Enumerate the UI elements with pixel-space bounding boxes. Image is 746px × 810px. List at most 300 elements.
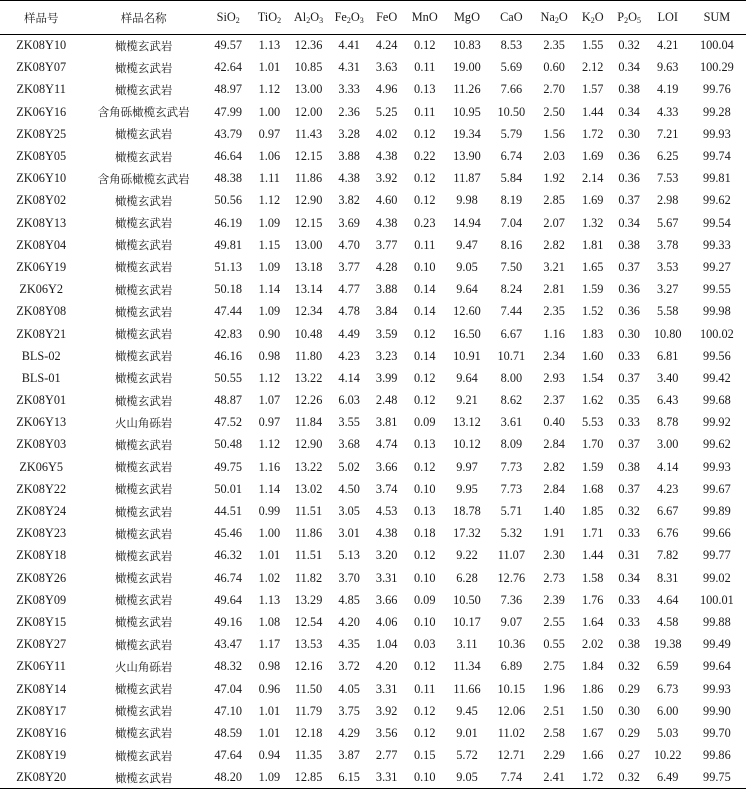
value-cell: 11.80 xyxy=(294,348,323,363)
table-row xyxy=(0,700,746,722)
value-cell: 2.36 xyxy=(338,104,360,119)
value-cell: 0.34 xyxy=(618,104,640,119)
sample-name-cell: 橄榄玄武岩 xyxy=(114,682,173,697)
value-cell: 48.32 xyxy=(214,659,243,674)
value-cell: 8.19 xyxy=(500,193,523,208)
value-cell: 8.31 xyxy=(656,570,679,585)
value-cell: 6.49 xyxy=(648,767,688,789)
value-cell: 13.22 xyxy=(294,459,323,474)
value-cell: 8.24 xyxy=(500,282,523,297)
value-cell: 2.48 xyxy=(375,393,398,408)
value-cell: 2.98 xyxy=(656,193,679,208)
value-cell: 9.22 xyxy=(456,548,478,563)
sample-name-cell: 橄榄玄武岩 xyxy=(114,82,173,97)
value-cell: 6.03 xyxy=(338,393,360,408)
value-cell: 1.58 xyxy=(581,570,604,585)
value-cell: 6.67 xyxy=(656,504,679,519)
value-cell: 10.83 xyxy=(453,38,481,53)
value-cell: 99.93 xyxy=(703,681,731,696)
value-cell: 4.23 xyxy=(338,348,360,363)
value-cell: 99.28 xyxy=(703,104,731,119)
column-header-feo: FeO xyxy=(369,1,405,35)
column-header-fe2o3: $Fe_2O_3$ xyxy=(330,1,369,35)
value-cell: 99.54 xyxy=(703,215,731,230)
value-cell: 5.58 xyxy=(656,304,679,319)
value-cell: 6.74 xyxy=(500,149,523,164)
value-cell: 13.00 xyxy=(294,237,323,252)
value-cell: 10.22 xyxy=(653,748,682,763)
value-cell: 7.82 xyxy=(656,548,679,563)
value-cell: 47.99 xyxy=(214,104,243,119)
value-cell: 4.96 xyxy=(375,82,398,97)
value-cell: 1.09 xyxy=(251,767,287,789)
value-cell: 5.79 xyxy=(500,126,523,141)
sample-name-cell: 橄榄玄武岩 xyxy=(114,615,173,630)
value-cell: 4.23 xyxy=(656,481,679,496)
value-cell: 7.66 xyxy=(500,82,523,97)
table-row xyxy=(0,412,746,434)
value-cell: 2.82 xyxy=(543,459,565,474)
value-cell: 0.36 xyxy=(618,304,640,319)
value-cell: 3.31 xyxy=(369,767,405,789)
value-cell: 47.44 xyxy=(214,304,243,319)
sample-id-cell: ZK08Y03 xyxy=(16,437,67,452)
value-cell: 19.00 xyxy=(453,60,481,75)
table-row xyxy=(0,722,746,744)
value-cell: 4.38 xyxy=(338,171,360,186)
value-cell: 0.98 xyxy=(258,659,281,674)
sample-name-cell: 橄榄玄武岩 xyxy=(114,704,173,719)
value-cell: 0.99 xyxy=(258,504,281,519)
value-cell: 16.50 xyxy=(453,326,481,341)
value-cell: 3.68 xyxy=(338,437,360,452)
value-cell: 50.01 xyxy=(214,481,243,496)
value-cell: 8.09 xyxy=(500,437,523,452)
sample-id-cell: ZK06Y11 xyxy=(16,659,66,674)
value-cell: 1.50 xyxy=(581,703,604,718)
value-cell: 1.16 xyxy=(543,326,565,341)
value-cell: 1.96 xyxy=(543,681,565,696)
value-cell: 6.76 xyxy=(656,526,679,541)
value-cell: 10.15 xyxy=(497,681,526,696)
column-header-mno: MnO xyxy=(405,1,445,35)
value-cell: 0.37 xyxy=(618,481,640,496)
value-cell: 4.31 xyxy=(338,60,360,75)
sample-id-cell: ZK06Y2 xyxy=(19,282,64,297)
value-cell: 4.77 xyxy=(338,282,360,297)
value-cell: 99.86 xyxy=(703,748,731,763)
value-cell: 99.75 xyxy=(688,767,746,789)
value-cell: 1.64 xyxy=(581,614,604,629)
table-row xyxy=(0,367,746,389)
value-cell: 11.34 xyxy=(453,659,481,674)
value-cell: 2.58 xyxy=(543,725,565,740)
table-row xyxy=(0,323,746,345)
table-row xyxy=(0,79,746,101)
value-cell: 0.38 xyxy=(618,637,640,652)
sample-name-cell: 橄榄玄武岩 xyxy=(114,393,173,408)
value-cell: 3.88 xyxy=(375,282,398,297)
value-cell: 12.15 xyxy=(294,149,323,164)
value-cell: 3.88 xyxy=(338,149,360,164)
value-cell: 11.86 xyxy=(294,526,323,541)
value-cell: 5.71 xyxy=(500,504,523,519)
value-cell: 1.56 xyxy=(543,126,565,141)
value-cell: 12.34 xyxy=(294,304,323,319)
table-row xyxy=(0,212,746,234)
value-cell: 100.04 xyxy=(699,38,734,53)
value-cell: 49.16 xyxy=(214,614,243,629)
value-cell: 1.00 xyxy=(258,104,281,119)
value-cell: 12.16 xyxy=(294,659,323,674)
value-cell: 2.02 xyxy=(581,637,604,652)
value-cell: 99.68 xyxy=(703,393,731,408)
value-cell: 3.78 xyxy=(656,237,679,252)
value-cell: 1.81 xyxy=(581,237,604,252)
value-cell: 3.74 xyxy=(375,481,398,496)
value-cell: 2.70 xyxy=(543,82,565,97)
value-cell: 2.30 xyxy=(543,548,565,563)
sample-id-cell: BLS-01 xyxy=(21,370,61,385)
value-cell: 17.32 xyxy=(453,526,481,541)
value-cell: 4.74 xyxy=(375,437,398,452)
value-cell: 0.12 xyxy=(413,126,436,141)
table-row xyxy=(0,101,746,123)
value-cell: 2.77 xyxy=(375,748,398,763)
value-cell: 3.31 xyxy=(375,681,398,696)
value-cell: 11.82 xyxy=(294,570,323,585)
value-cell: 2.03 xyxy=(543,149,565,164)
value-cell: 7.73 xyxy=(500,481,523,496)
value-cell: 3.84 xyxy=(375,304,398,319)
value-cell: 11.02 xyxy=(497,725,525,740)
value-cell: 50.56 xyxy=(214,193,243,208)
value-cell: 6.15 xyxy=(330,767,369,789)
value-cell: 0.32 xyxy=(618,504,640,519)
value-cell: 4.38 xyxy=(375,526,398,541)
value-cell: 13.00 xyxy=(294,82,323,97)
value-cell: 13.22 xyxy=(294,370,323,385)
value-cell: 8.16 xyxy=(500,237,523,252)
table-row xyxy=(0,123,746,145)
value-cell: 0.90 xyxy=(258,326,281,341)
value-cell: 11.86 xyxy=(294,171,323,186)
table-row xyxy=(0,345,746,367)
value-cell: 1.09 xyxy=(258,215,281,230)
sample-id-cell: ZK08Y04 xyxy=(16,237,67,252)
value-cell: 11.51 xyxy=(294,548,323,563)
value-cell: 0.12 xyxy=(413,193,436,208)
value-cell: 2.34 xyxy=(543,348,565,363)
sample-id-cell: ZK08Y15 xyxy=(16,614,67,629)
value-cell: 1.62 xyxy=(581,393,604,408)
value-cell: 4.05 xyxy=(338,681,360,696)
value-cell: 0.97 xyxy=(258,126,281,141)
value-cell: 9.63 xyxy=(656,60,679,75)
value-cell: 3.59 xyxy=(375,326,398,341)
value-cell: 0.37 xyxy=(618,437,640,452)
value-cell: 1.13 xyxy=(258,592,281,607)
value-cell: 4.14 xyxy=(338,370,360,385)
value-cell: 11.07 xyxy=(497,548,525,563)
value-cell: 0.10 xyxy=(405,767,445,789)
value-cell: 49.81 xyxy=(214,237,243,252)
value-cell: 1.68 xyxy=(581,481,604,496)
sample-name-cell: 橄榄玄武岩 xyxy=(114,482,173,497)
value-cell: 2.55 xyxy=(543,614,565,629)
value-cell: 6.43 xyxy=(656,393,679,408)
value-cell: 4.49 xyxy=(338,326,360,341)
value-cell: 4.78 xyxy=(338,304,360,319)
value-cell: 7.74 xyxy=(489,767,533,789)
value-cell: 3.40 xyxy=(656,370,679,385)
value-cell: 99.76 xyxy=(703,82,731,97)
value-cell: 0.35 xyxy=(618,393,640,408)
value-cell: 1.55 xyxy=(581,38,604,53)
sample-name-cell: 橄榄玄武岩 xyxy=(114,437,173,452)
value-cell: 0.38 xyxy=(618,237,640,252)
value-cell: 4.06 xyxy=(375,614,398,629)
value-cell: 1.01 xyxy=(258,725,281,740)
value-cell: 11.43 xyxy=(294,126,323,141)
value-cell: 4.50 xyxy=(338,481,360,496)
value-cell: 10.85 xyxy=(294,60,323,75)
value-cell: 2.84 xyxy=(543,437,565,452)
value-cell: 3.66 xyxy=(375,592,398,607)
value-cell: 99.98 xyxy=(703,304,731,319)
value-cell: 12.06 xyxy=(497,703,526,718)
value-cell: 4.41 xyxy=(338,38,360,53)
value-cell: 0.30 xyxy=(618,703,640,718)
value-cell: 1.06 xyxy=(258,149,281,164)
table-row xyxy=(0,478,746,500)
value-cell: 4.64 xyxy=(656,592,679,607)
value-cell: 99.90 xyxy=(703,703,731,718)
value-cell: 5.53 xyxy=(581,415,604,430)
value-cell: 12.76 xyxy=(497,570,526,585)
value-cell: 1.52 xyxy=(581,304,604,319)
value-cell: 7.36 xyxy=(500,592,523,607)
value-cell: 0.12 xyxy=(413,393,436,408)
table-row xyxy=(0,523,746,545)
value-cell: 1.69 xyxy=(581,193,604,208)
value-cell: 11.51 xyxy=(294,504,323,519)
value-cell: 1.83 xyxy=(581,326,604,341)
value-cell: 0.37 xyxy=(618,259,640,274)
value-cell: 8.00 xyxy=(500,370,523,385)
value-cell: 4.29 xyxy=(338,725,360,740)
value-cell: 5.84 xyxy=(500,171,523,186)
value-cell: 0.33 xyxy=(618,592,640,607)
value-cell: 0.14 xyxy=(413,304,436,319)
value-cell: 0.14 xyxy=(413,282,436,297)
value-cell: 0.40 xyxy=(543,415,565,430)
value-cell: 99.62 xyxy=(703,437,731,452)
value-cell: 2.12 xyxy=(581,60,604,75)
value-cell: 0.12 xyxy=(413,38,436,53)
value-cell: 4.19 xyxy=(656,82,679,97)
value-cell: 2.07 xyxy=(543,215,565,230)
sample-id-cell: ZK08Y22 xyxy=(16,481,67,496)
value-cell: 2.93 xyxy=(543,370,565,385)
value-cell: 5.32 xyxy=(500,526,523,541)
value-cell: 1.12 xyxy=(258,193,281,208)
table-row xyxy=(0,301,746,323)
value-cell: 5.13 xyxy=(338,548,360,563)
value-cell: 0.09 xyxy=(413,415,436,430)
value-cell: 3.75 xyxy=(338,703,360,718)
value-cell: 4.14 xyxy=(656,459,679,474)
sample-id-cell: ZK08Y08 xyxy=(16,304,67,319)
value-cell: 99.27 xyxy=(703,259,731,274)
sample-id-cell: ZK08Y27 xyxy=(16,637,67,652)
sample-name-cell: 橄榄玄武岩 xyxy=(114,460,173,475)
value-cell: 0.11 xyxy=(414,237,436,252)
value-cell: 7.50 xyxy=(500,259,523,274)
value-cell: 3.01 xyxy=(338,526,360,541)
value-cell: 3.05 xyxy=(338,504,360,519)
value-cell: 6.67 xyxy=(500,326,523,341)
value-cell: 99.81 xyxy=(703,171,731,186)
value-cell: 2.35 xyxy=(543,38,565,53)
sample-id-cell: ZK08Y11 xyxy=(16,82,66,97)
value-cell: 3.21 xyxy=(543,259,565,274)
value-cell: 0.13 xyxy=(413,504,436,519)
value-cell: 13.53 xyxy=(294,637,323,652)
sample-name-cell: 橄榄玄武岩 xyxy=(114,216,173,231)
value-cell: 12.85 xyxy=(287,767,329,789)
sample-name-cell: 橄榄玄武岩 xyxy=(114,593,173,608)
column-header-k2o: $K_2O$ xyxy=(575,1,611,35)
value-cell: 4.33 xyxy=(656,104,679,119)
value-cell: 4.70 xyxy=(338,237,360,252)
value-cell: 48.20 xyxy=(205,767,251,789)
value-cell: 49.64 xyxy=(214,592,243,607)
value-cell: 3.69 xyxy=(338,215,360,230)
value-cell: 0.33 xyxy=(618,415,640,430)
sample-name-cell: 橄榄玄武岩 xyxy=(114,504,173,519)
value-cell: 1.76 xyxy=(581,592,604,607)
sample-id-cell: ZK08Y16 xyxy=(16,725,67,740)
value-cell: 3.63 xyxy=(375,60,398,75)
value-cell: 99.42 xyxy=(703,370,731,385)
sample-id-cell: ZK08Y05 xyxy=(16,149,67,164)
value-cell: 99.64 xyxy=(703,659,731,674)
value-cell: 12.90 xyxy=(294,437,323,452)
value-cell: 0.32 xyxy=(618,38,640,53)
value-cell: 6.59 xyxy=(656,659,679,674)
table-row xyxy=(0,168,746,190)
value-cell: 4.21 xyxy=(656,38,679,53)
value-cell: 11.87 xyxy=(453,171,481,186)
sample-id-cell: ZK08Y25 xyxy=(16,126,67,141)
table-row xyxy=(0,390,746,412)
sample-name-cell: 橄榄玄武岩 xyxy=(114,637,173,652)
table-row xyxy=(0,545,746,567)
value-cell: 2.85 xyxy=(543,193,565,208)
value-cell: 100.29 xyxy=(699,60,734,75)
value-cell: 1.01 xyxy=(258,60,281,75)
header-row xyxy=(0,1,746,35)
value-cell: 99.88 xyxy=(703,614,731,629)
value-cell: 9.05 xyxy=(445,767,489,789)
value-cell: 2.81 xyxy=(543,282,565,297)
value-cell: 6.25 xyxy=(656,149,679,164)
value-cell: 0.11 xyxy=(414,60,436,75)
value-cell: 5.25 xyxy=(375,104,398,119)
sample-id-cell: ZK08Y14 xyxy=(16,681,67,696)
sample-id-cell: ZK06Y16 xyxy=(16,104,67,119)
value-cell: 51.13 xyxy=(214,259,243,274)
sample-id-cell: ZK08Y24 xyxy=(16,504,67,519)
value-cell: 0.36 xyxy=(618,149,640,164)
value-cell: 0.94 xyxy=(258,748,281,763)
column-header-sio2: SiO$_2$ xyxy=(205,1,251,35)
value-cell: 1.66 xyxy=(581,748,604,763)
value-cell: 46.19 xyxy=(214,215,243,230)
value-cell: 1.59 xyxy=(581,459,604,474)
value-cell: 1.11 xyxy=(258,171,280,186)
value-cell: 0.36 xyxy=(618,282,640,297)
value-cell: 1.12 xyxy=(258,437,281,452)
value-cell: 4.53 xyxy=(375,504,398,519)
value-cell: 6.73 xyxy=(656,681,679,696)
value-cell: 5.03 xyxy=(656,725,679,740)
value-cell: 12.71 xyxy=(497,748,526,763)
value-cell: 99.56 xyxy=(703,348,731,363)
value-cell: 3.77 xyxy=(375,237,398,252)
table-row xyxy=(0,190,746,212)
value-cell: 50.18 xyxy=(214,282,243,297)
column-header-sample: 样品号 xyxy=(0,1,82,35)
value-cell: 3.55 xyxy=(338,415,360,430)
value-cell: 3.61 xyxy=(500,415,523,430)
value-cell: 10.95 xyxy=(453,104,481,119)
value-cell: 99.89 xyxy=(703,504,731,519)
value-cell: 10.17 xyxy=(453,614,481,629)
value-cell: 0.23 xyxy=(413,215,436,230)
value-cell: 3.27 xyxy=(656,282,679,297)
value-cell: 4.38 xyxy=(375,149,398,164)
value-cell: 7.21 xyxy=(656,126,679,141)
table-row xyxy=(0,256,746,278)
value-cell: 10.12 xyxy=(453,437,481,452)
value-cell: 13.18 xyxy=(294,259,323,274)
value-cell: 1.09 xyxy=(258,259,281,274)
value-cell: 0.12 xyxy=(413,725,436,740)
value-cell: 50.55 xyxy=(214,370,243,385)
value-cell: 3.99 xyxy=(375,370,398,385)
sample-name-cell: 橄榄玄武岩 xyxy=(114,327,173,342)
value-cell: 2.84 xyxy=(543,481,565,496)
value-cell: 11.84 xyxy=(294,415,323,430)
table-row xyxy=(0,145,746,167)
column-header-loi: LOI xyxy=(648,1,688,35)
value-cell: 2.73 xyxy=(543,570,565,585)
sample-id-cell: ZK06Y19 xyxy=(16,259,67,274)
value-cell: 6.28 xyxy=(456,570,478,585)
value-cell: 3.56 xyxy=(375,725,398,740)
sample-name-cell: 橄榄玄武岩 xyxy=(82,767,205,789)
value-cell: 1.13 xyxy=(258,38,281,53)
value-cell: 2.41 xyxy=(534,767,575,789)
value-cell: 1.08 xyxy=(258,614,281,629)
column-header-al2o3: $Al_2O_3$ xyxy=(287,1,329,35)
value-cell: 11.66 xyxy=(453,681,481,696)
value-cell: 0.38 xyxy=(618,459,640,474)
value-cell: 13.14 xyxy=(294,282,323,297)
value-cell: 1.65 xyxy=(581,259,604,274)
